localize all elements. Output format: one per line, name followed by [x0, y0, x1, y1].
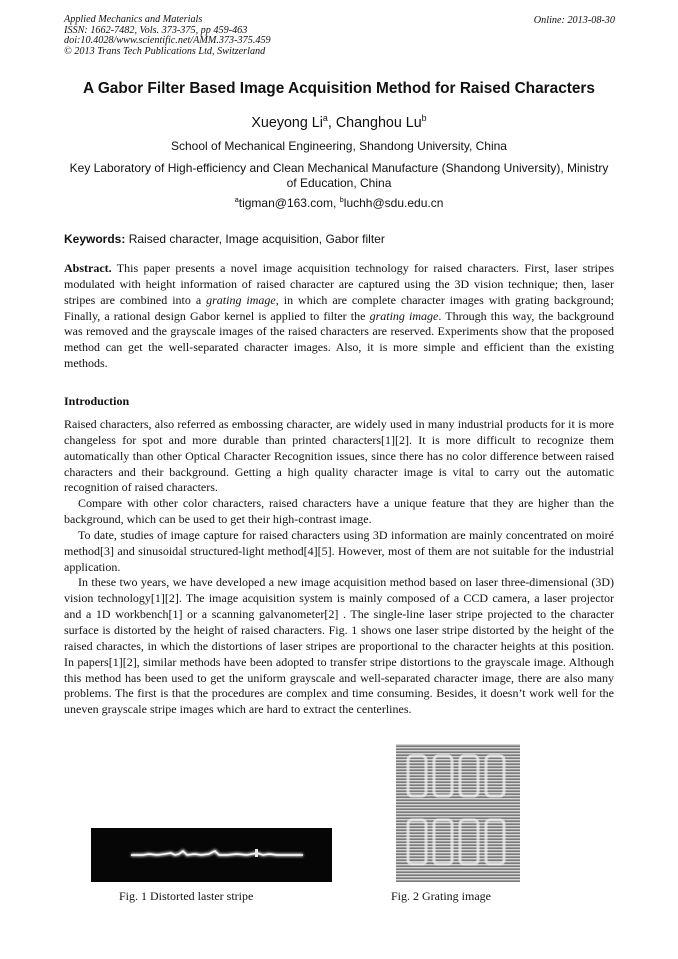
grating-stripe [396, 777, 520, 778]
author-marker: a [322, 113, 328, 124]
author-separator: , [327, 115, 336, 131]
grating-stripe [396, 759, 520, 760]
abstract-label: Abstract. [64, 261, 112, 275]
grating-stripe [396, 789, 520, 790]
grating-stripe [396, 762, 520, 763]
grating-stripe [396, 876, 520, 877]
grating-stripe [396, 852, 520, 853]
grating-stripe [396, 831, 520, 832]
grating-stripe [396, 867, 520, 868]
doi-line: doi:10.4028/www.scientific.net/AMM.373-375.459 [64, 35, 271, 47]
abstract-text: . Through this way, the background was removed and the grayscale images of the raised characters are reserved. Experiments show that the proposed method can get the well-separated character images. Also, it is more simple and efficient than the existing methods. [64, 308, 614, 371]
section-heading-introduction: Introduction [64, 394, 130, 408]
grating-stripe [396, 792, 520, 793]
intro-paragraph-4: In these two years, we have developed a new image acquisition method based on laser three-dimensional (3D) vision technology[1][2]. The image acquisition system is mainly composed of a CCD camera, a laser projector and a 1D workbench[1] or a scanning galvanometer[2] . The single-line laser stripe projected to the character surface is distorted by the height of raised characters. Fig. 1 shows one laser stripe distorted by the height of the raised charactes, in which the distortions of laser stripes are proportional to the character heights at this position. In papers[1][2], similar methods have been adopted to transfer stripe distortions to the grayscale image. Although this method has been used to get the uniform grayscale and well-separated character image, there are also many problems. The first is that the procedures are complex and time consuming. Besides, it doesn’t work well for the uneven grayscale stripe images which are hard to extract the centerlines. [64, 575, 614, 717]
grating-stripe [396, 849, 520, 850]
author-line [0, 115, 678, 131]
affiliation-2: Key Laboratory of High-efficiency and Clean Mechanical Manufacture (Shandong University), Ministry of Education, China [69, 161, 609, 190]
abstract-paragraph [64, 261, 614, 372]
grating-stripe [396, 843, 520, 844]
grating-stripe [396, 834, 520, 835]
grating-stripe [396, 750, 520, 751]
grating-stripe [396, 801, 520, 802]
grating-stripe [396, 804, 520, 805]
email-b: luchh@sdu.edu.cn [343, 196, 444, 210]
grating-stripe [396, 813, 520, 814]
grating-stripe [396, 744, 520, 745]
grating-stripe [396, 816, 520, 817]
grating-stripe [396, 855, 520, 856]
grating-stripe [396, 837, 520, 838]
grating-stripe [396, 846, 520, 847]
figure-1-laser-stripe-image [91, 828, 332, 882]
online-date: Online: 2013-08-30 [533, 15, 615, 26]
abstract-text: , in which are complete character images with grating background; Finally, a rational design Gabor kernel is applied to filter the [64, 292, 614, 323]
grating-stripe [396, 861, 520, 862]
journal-name: Applied Mechanics and Materials [64, 14, 203, 25]
author-emails [64, 196, 614, 211]
figure-2-caption: Fig. 2 Grating image [391, 889, 491, 903]
grating-stripe [396, 807, 520, 808]
grating-stripe [396, 798, 520, 799]
email-marker: b [339, 195, 344, 204]
grating-stripe [396, 774, 520, 775]
grating-stripe [396, 768, 520, 769]
grating-stripe [396, 840, 520, 841]
intro-body [64, 417, 614, 718]
figure-2-grating-image [396, 744, 520, 882]
grating-stripe [396, 873, 520, 874]
grating-stripe [396, 828, 520, 829]
keywords-text: Raised character, Image acquisition, Gabor filter [125, 232, 385, 246]
author-name: Xueyong Li [251, 115, 323, 131]
intro-paragraph-1: Raised characters, also referred as embossing character, are widely used in many industrial products for it is more changeless for spot and more durable than printed characters[1][2]. It is more difficult to recognize them automatically than other Optical Character Recognition issues, since there has no color difference between raised characters and their background. Getting a high quality character image is vital to carry out the automatic recognition of raised characters. [64, 417, 614, 495]
email-marker: a [234, 195, 239, 204]
grating-stripe [396, 780, 520, 781]
grating-stripe [396, 822, 520, 823]
journal-header [64, 15, 271, 57]
copyright-line: © 2013 Trans Tech Publications Ltd, Switzerland [64, 45, 266, 57]
paper-title: A Gabor Filter Based Image Acquisition Method for Raised Characters [83, 80, 595, 97]
figure-1-caption: Fig. 1 Distorted laster stripe [119, 889, 254, 903]
grating-stripe [396, 870, 520, 871]
grating-stripe [396, 858, 520, 859]
grating-stripe [396, 765, 520, 766]
grating-stripe [396, 747, 520, 748]
grating-stripe [396, 786, 520, 787]
abstract-emphasis: grating image [369, 308, 439, 323]
grating-stripe [396, 771, 520, 772]
grating-stripe [396, 753, 520, 754]
intro-paragraph-2: Compare with other color characters, raised characters have a unique feature that they are higher than the background, which can be used to get their high-contrast image. [64, 496, 614, 527]
keywords-line [64, 232, 385, 246]
keywords-label: Keywords: [64, 232, 126, 246]
grating-stripe [396, 810, 520, 811]
issn-line: ISSN: 1662-7482, Vols. 373-375, pp 459-463 [64, 24, 248, 36]
grating-stripe [396, 879, 520, 880]
author-name: Changhou Lu [335, 115, 422, 131]
grating-stripe [396, 825, 520, 826]
intro-paragraph-3: To date, studies of image capture for raised characters using 3D information are mainly concentrated on moiré method[3] and sinusoidal structured-light method[4][5]. However, most of them are not suitable for the industrial application. [64, 527, 614, 574]
author-marker: b [421, 113, 427, 124]
affiliation-1: School of Mechanical Engineering, Shandong University, China [171, 139, 507, 153]
email-a: tigman@163.com, [238, 196, 340, 210]
abstract-text: This paper presents a novel image acquisition technology for raised characters. First, laser stripes modulated with height information of raised character are captured using the 3D vision technique; then, laser stripes are combined into a [64, 261, 614, 307]
abstract-emphasis: grating image [206, 292, 276, 307]
grating-stripe [396, 783, 520, 784]
